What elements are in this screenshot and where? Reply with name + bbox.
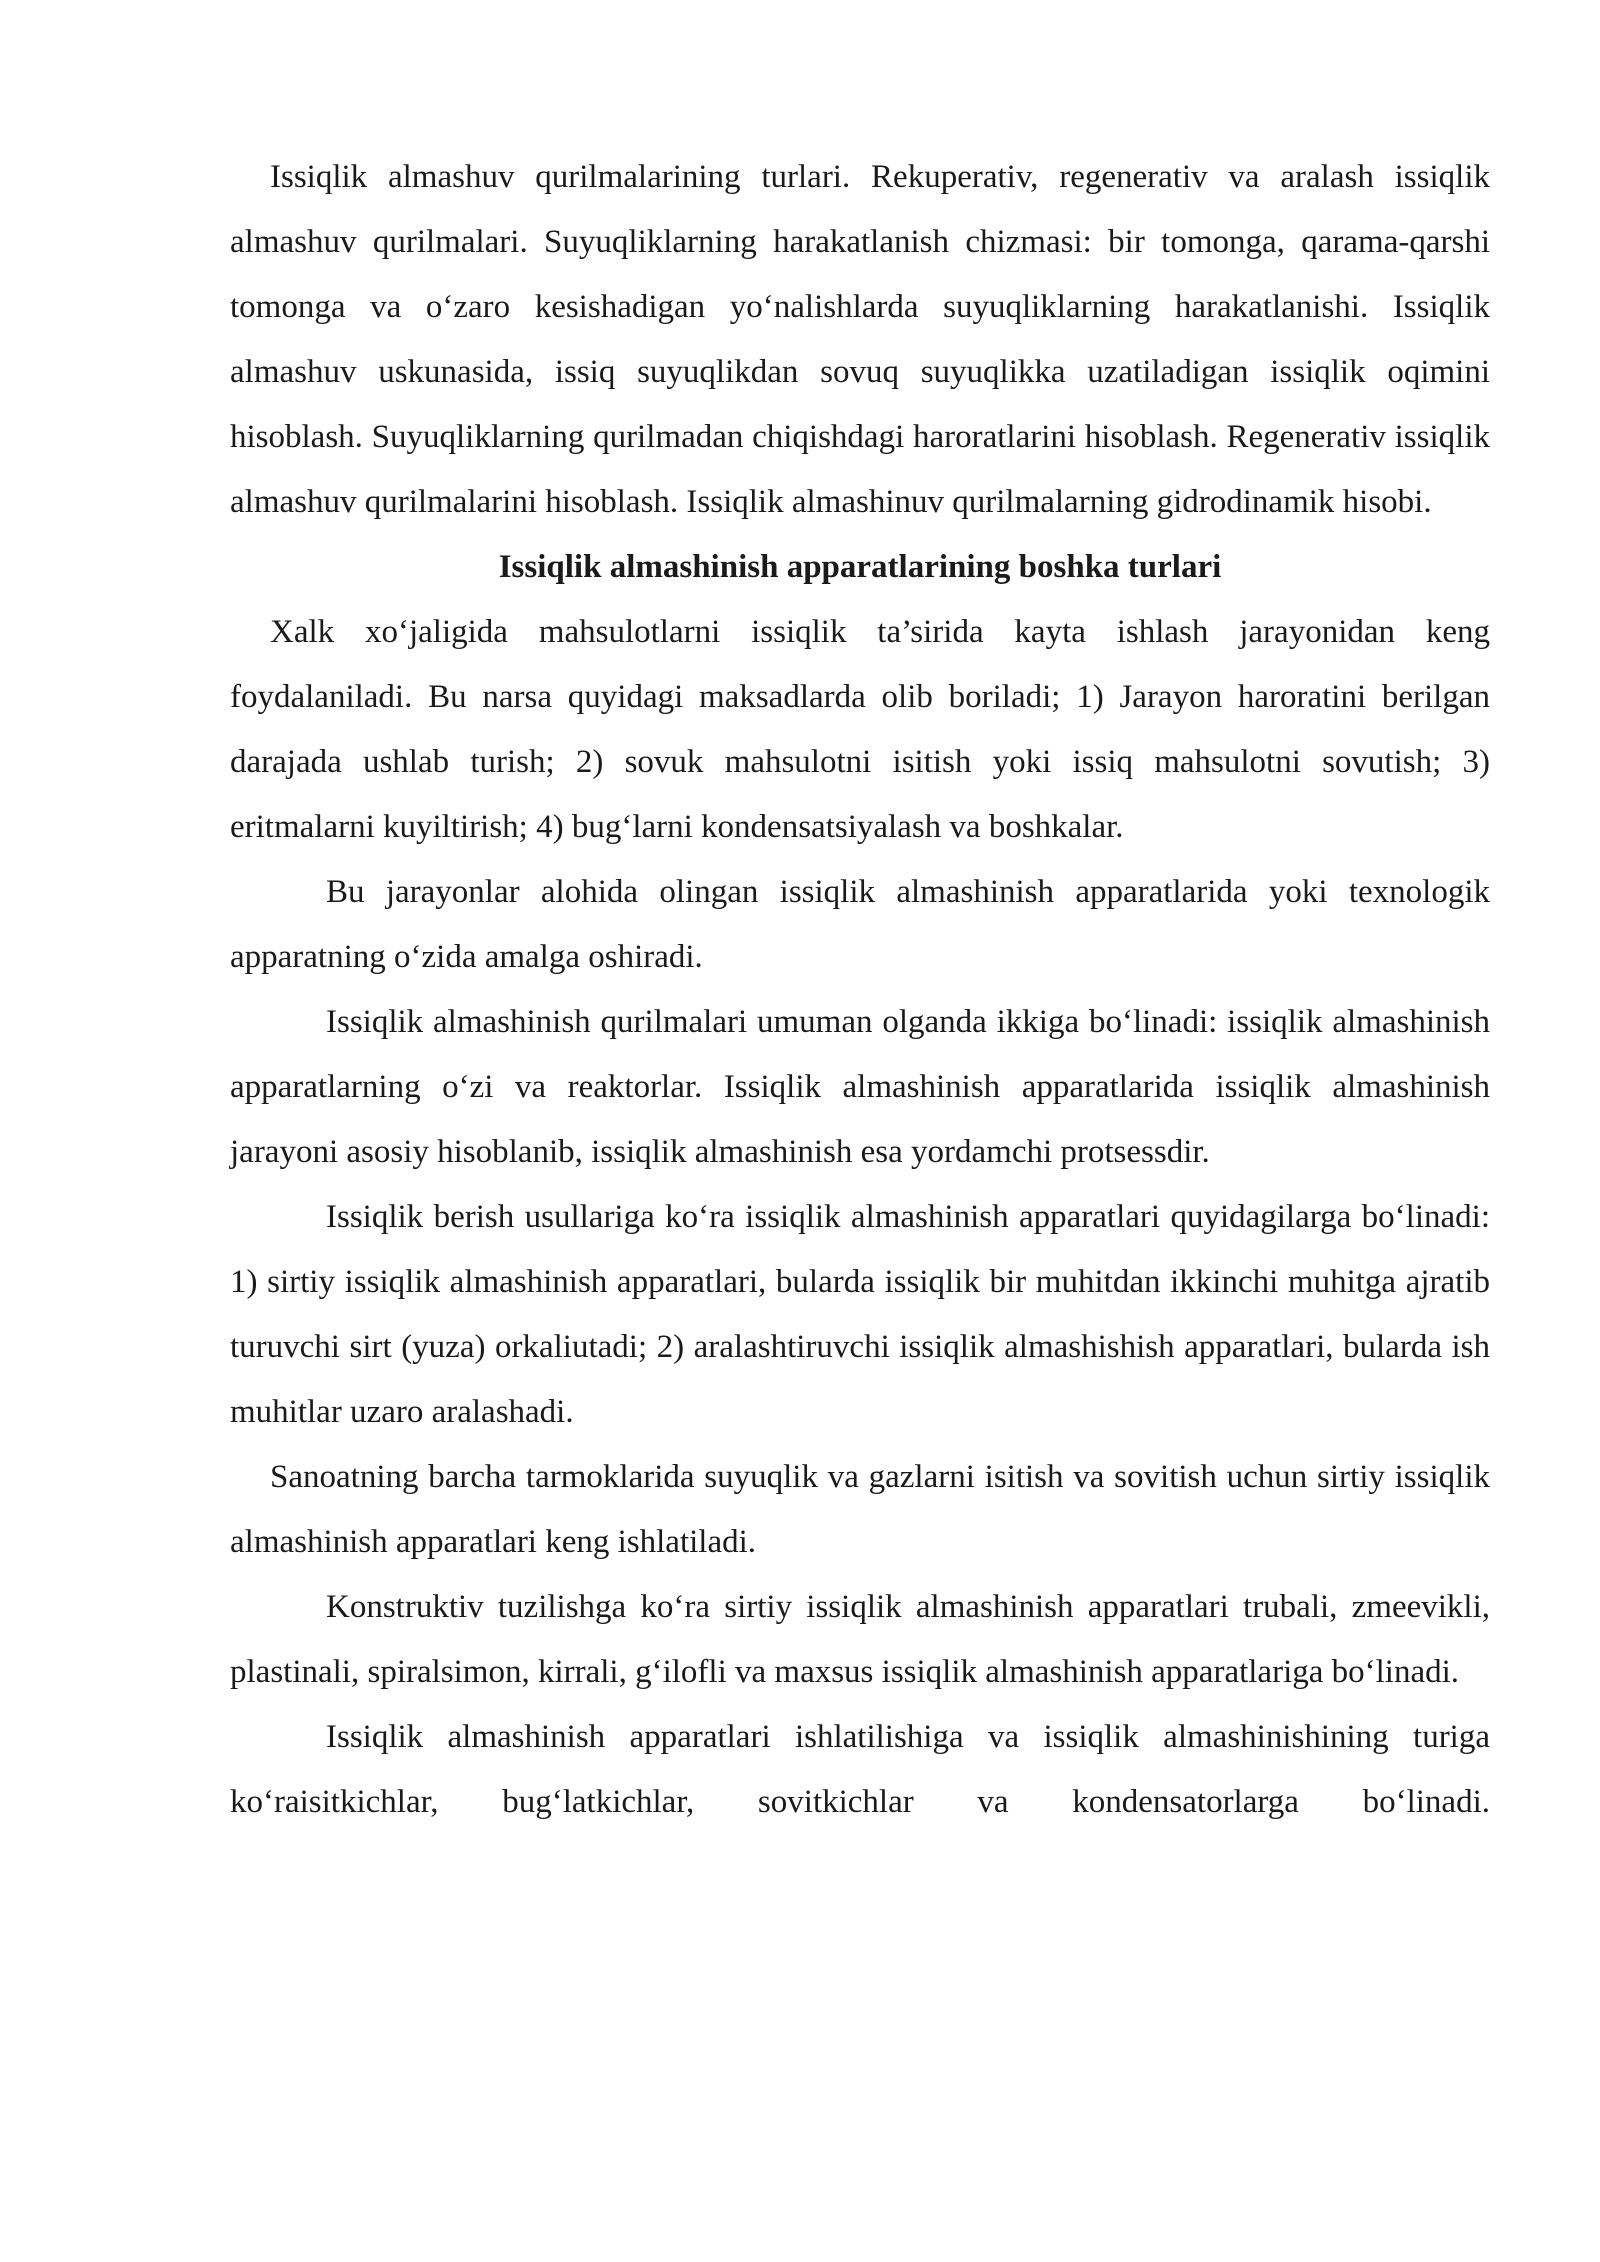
section-heading: Issiqlik almashinish apparatlarining boshka turlari <box>498 549 1222 585</box>
paragraph-7: Issiqlik almashinish apparatlari ishlatilishiga va issiqlik almashinishining turiga ko‘raisitkichlar, bug‘latkichlar, sovitkichlar va kondensatorlarga bo‘linadi. <box>230 1719 1490 1820</box>
paragraph-5: Sanoatning barcha tarmoklarida suyuqlik va gazlarni isitish va sovitish uchun sirtiy issiqlik almashinish apparatlari keng ishlatiladi. <box>230 1459 1490 1560</box>
paragraph-2: Bu jarayonlar alohida olingan issiqlik almashinish apparatlarida yoki texnologik apparatning o‘zida amalga oshiradi. <box>230 874 1490 975</box>
paragraph-1: Xalk xo‘jaligida mahsulotlarni issiqlik ta’sirida kayta ishlash jarayonidan keng foydalaniladi. Bu narsa quyidagi maksadlarda olib boriladi; 1) Jarayon haroratini berilgan darajada ushlab turish; 2) sovuk mahsulotni isitish yoki issiq mahsulotni sovutish; 3) eritmalarni kuyiltirish; 4) bug‘larni kondensatsiyalash va boshkalar. <box>230 614 1490 845</box>
intro-paragraph: Issiqlik almashuv qurilmalarining turlari. Rekuperativ, regenerativ va aralash issiqlik almashuv qurilmalari. Suyuqliklarning harakatlanish chizmasi: bir tomonga, qarama-qarshi tomonga va o‘zaro kesishadigan yo‘nalishlarda suyuqliklarning harakatlanishi. Issiqlik almashuv uskunasida, issiq suyuqlikdan sovuq suyuqlikka uzatiladigan issiqlik oqimini hisoblash. Suyuqliklarning qurilmadan chiqishdagi haroratlarini hisoblash. Regenerativ issiqlik almashuv qurilmalarini hisoblash. Issiqlik almashinuv qurilmalarning gidrodinamik hisobi. <box>230 159 1490 520</box>
paragraph-3: Issiqlik almashinish qurilmalari umuman olganda ikkiga bo‘linadi: issiqlik almashinish apparatlarning o‘zi va reaktorlar. Issiqlik almashinish apparatlarida issiqlik almashinish jarayoni asosiy hisoblanib, issiqlik almashinish esa yordamchi protsessdir. <box>230 1004 1490 1170</box>
paragraph-4: Issiqlik berish usullariga ko‘ra issiqlik almashinish apparatlari quyidagilarga bo‘linadi: 1) sirtiy issiqlik almashinish apparatlari, bularda issiqlik bir muhitdan ikkinchi muhitga ajratib turuvchi sirt (yuza) orkaliutadi; 2) aralashtiruvchi issiqlik almashishish apparatlari, bularda ish muhitlar uzaro aralashadi. <box>230 1199 1490 1430</box>
document-page <box>230 145 1490 1835</box>
paragraph-6: Konstruktiv tuzilishga ko‘ra sirtiy issiqlik almashinish apparatlari trubali, zmeevikli, plastinali, spiralsimon, kirrali, g‘ilofli va maxsus issiqlik almashinish apparatlariga bo‘linadi. <box>230 1589 1490 1690</box>
